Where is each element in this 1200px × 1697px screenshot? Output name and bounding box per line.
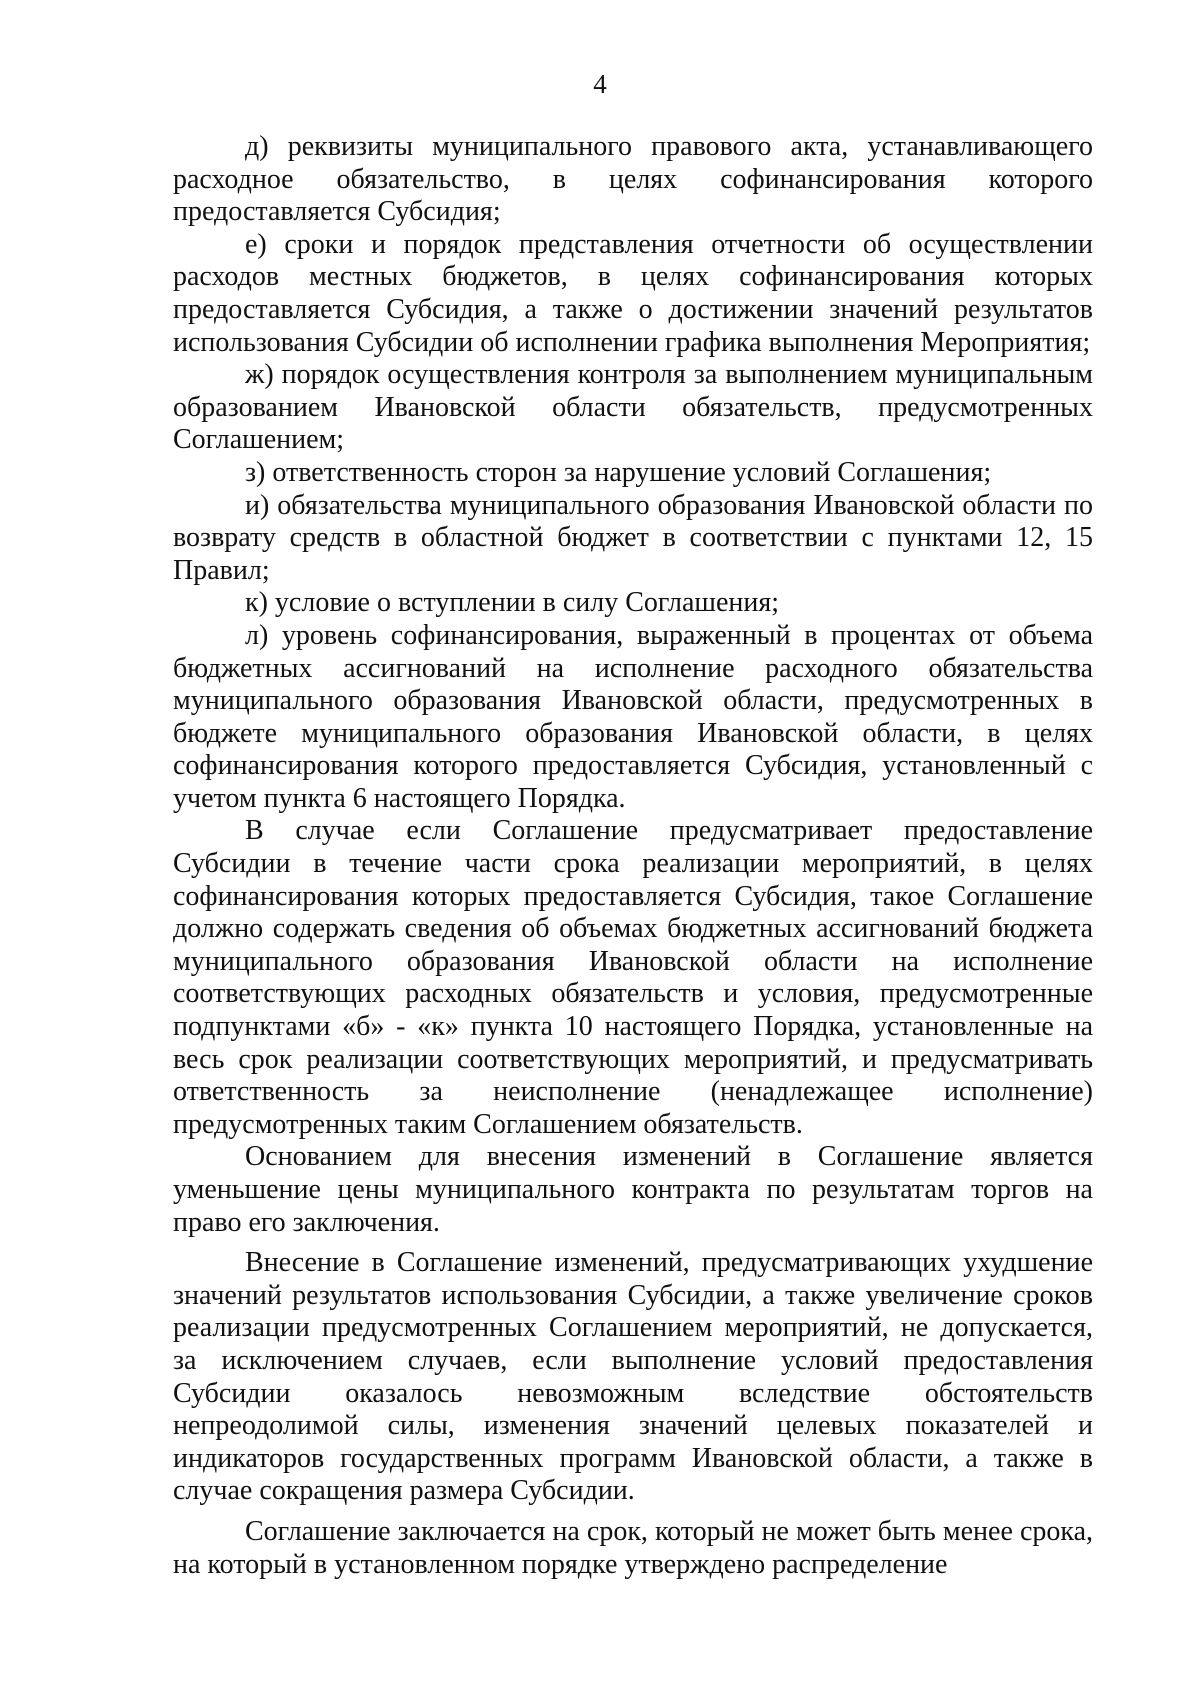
paragraph-partial-term: В случае если Соглашение предусматривает предоставление Субсидии в течение части срока реализации мероприятий, в целях софинансирования которых предоставляется Субсидия, такое Соглашение должно содержать сведения об объемах бюджетных ассигнований бюджета муниципального образования Ивановской области на исполнение соответствующих расходных обязательств и условия, предусмотренные подпунктами «б» - «к» пункта 10 настоящего Порядка, установленные на весь срок реализации соответствующих мероприятий, и предусматривать ответственность за неисполнение (ненадлежащее исполнение) предусмотренных таким Соглашением обязательств.	[173, 815, 1093, 1140]
paragraph-amendment-restrictions: Внесение в Соглашение изменений, предусматривающих ухудшение значений результатов использования Субсидии, а также увеличение сроков реализации предусмотренных Соглашением мероприятий, не допускается, за исключением случаев, если выполнение условий предоставления Субсидии оказалось невозможным вследствие обстоятельств непреодолимой силы, изменения значений целевых показателей и индикаторов государственных программ Ивановской области, а также в случае сокращения размера Субсидии.	[173, 1247, 1093, 1507]
paragraph-e-reporting: е) сроки и порядок представления отчетности об осуществлении расходов местных бюджетов, в целях софинансирования которых предоставляется Субсидия, а также о достижении значений результатов использования Субсидии об исполнении графика выполнения Мероприятия;	[173, 228, 1093, 358]
paragraph-d-requisites: д) реквизиты муниципального правового акта, устанавливающего расходное обязательство, в целях софинансирования которого предоставляется Субсидия;	[173, 131, 1093, 228]
paragraph-l-cofinancing-level: л) уровень софинансирования, выраженный в процентах от объема бюджетных ассигнований на исполнение расходного обязательства муниципального образования Ивановской области, предусмотренных в бюджете муниципального образования Ивановской области, в целях софинансирования которого предоставляется Субсидия, установленный с учетом пункта 6 настоящего Порядка.	[173, 619, 1093, 814]
page-number: 4	[593, 69, 607, 99]
paragraph-zh-control: ж) порядок осуществления контроля за выполнением муниципальным образованием Ивановской области обязательств, предусмотренных Соглашением;	[173, 359, 1093, 456]
paragraph-grounds-for-amendment: Основанием для внесения изменений в Соглашение является уменьшение цены муниципального контракта по результатам торгов на право его заключения.	[173, 1141, 1093, 1238]
paragraph-i-refund-obligations: и) обязательства муниципального образования Ивановской области по возврату средств в областной бюджет в соответствии с пунктами 12, 15 Правил;	[173, 489, 1093, 586]
document-body	[173, 131, 1093, 1581]
paragraph-agreement-term: Соглашение заключается на срок, который не может быть менее срока, на который в установленном порядке утверждено распределение	[173, 1515, 1093, 1580]
paragraph-k-entry-into-force: к) условие о вступлении в силу Соглашения;	[245, 587, 780, 619]
paragraph-z-responsibility: з) ответственность сторон за нарушение условий Соглашения;	[245, 456, 992, 488]
